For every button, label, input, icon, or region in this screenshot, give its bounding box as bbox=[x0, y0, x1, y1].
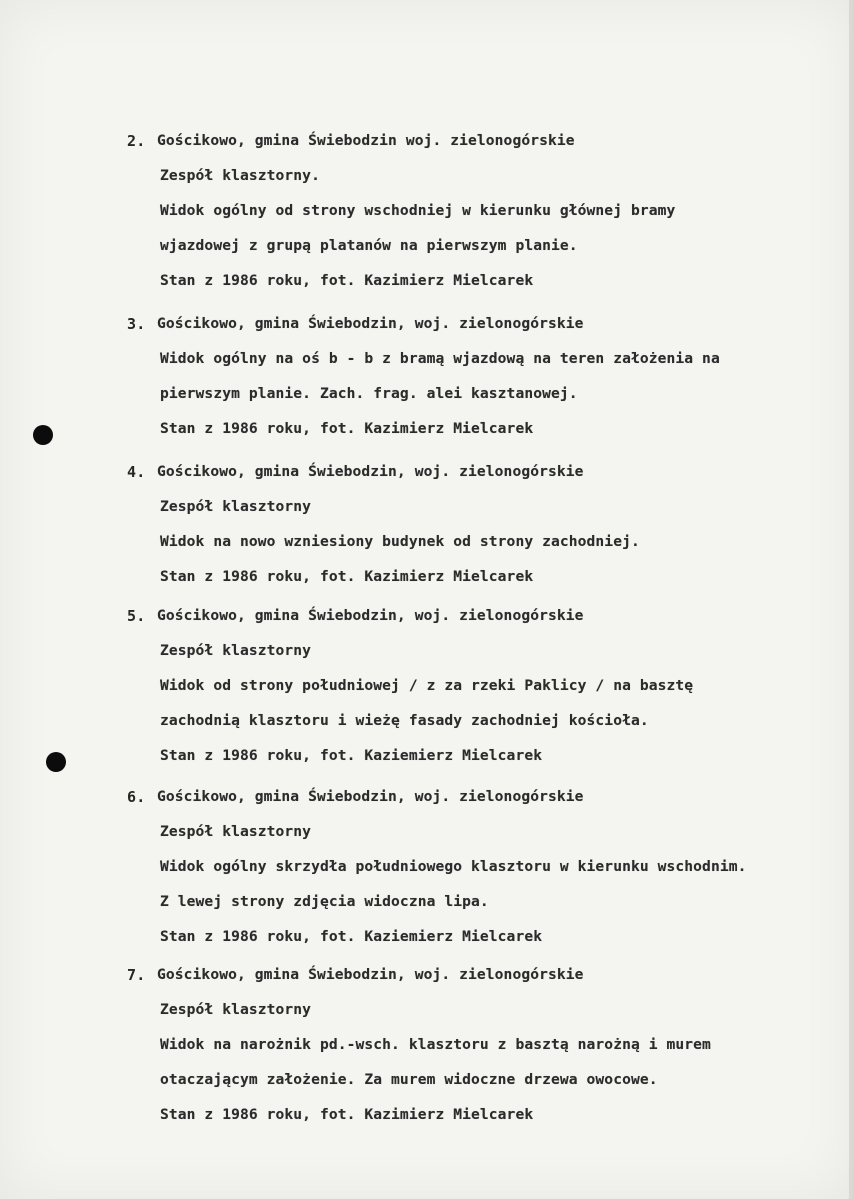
entry-location: Gościkowo, gmina Świebodzin, woj. zielonogórskie bbox=[157, 788, 584, 805]
entry-number: 5. bbox=[127, 607, 146, 625]
entry-line: otaczającym założenie. Za murem widoczne drzewa owocowe. bbox=[160, 1071, 658, 1088]
entry-line: Widok na narożnik pd.-wsch. klasztoru z basztą narożną i murem bbox=[160, 1036, 711, 1053]
entry-location: Gościkowo, gmina Świebodzin, woj. zielonogórskie bbox=[157, 607, 584, 624]
entry-location: Gościkowo, gmina Świebodzin, woj. zielonogórskie bbox=[157, 966, 584, 983]
entry-line: Widok ogólny skrzydła południowego klasztoru w kierunku wschodnim. bbox=[160, 858, 747, 875]
page-edge bbox=[849, 0, 853, 1199]
entry-line: Widok ogólny od strony wschodniej w kierunku głównej bramy bbox=[160, 202, 676, 219]
entry-line: Widok na nowo wzniesiony budynek od strony zachodniej. bbox=[160, 533, 640, 550]
entry-line: wjazdowej z grupą platanów na pierwszym planie. bbox=[160, 237, 578, 254]
entry-location: Gościkowo, gmina Świebodzin woj. zielonogórskie bbox=[157, 132, 575, 149]
entry-line: Stan z 1986 roku, fot. Kaziemierz Mielcarek bbox=[160, 928, 543, 945]
entry-number: 6. bbox=[127, 788, 146, 806]
entry-line: Zespół klasztorny bbox=[160, 642, 312, 659]
entry-number: 7. bbox=[127, 966, 146, 984]
entry-line: Stan z 1986 roku, fot. Kazimierz Mielcarek bbox=[160, 568, 534, 585]
punch-hole bbox=[33, 425, 53, 445]
entry-location: Gościkowo, gmina Świebodzin, woj. zielonogórskie bbox=[157, 463, 584, 480]
punch-hole bbox=[46, 752, 66, 772]
entry-line: pierwszym planie. Zach. frag. alei kasztanowej. bbox=[160, 385, 578, 402]
entry-line: Zespół klasztorny bbox=[160, 1001, 312, 1018]
entry-line: Zespół klasztorny bbox=[160, 498, 312, 515]
entry-line: Stan z 1986 roku, fot. Kazimierz Mielcarek bbox=[160, 1106, 534, 1123]
entry-number: 2. bbox=[127, 132, 146, 150]
entry-line: Z lewej strony zdjęcia widoczna lipa. bbox=[160, 893, 489, 910]
entry-number: 3. bbox=[127, 315, 146, 333]
entry-line: Zespół klasztorny bbox=[160, 823, 312, 840]
entry-location: Gościkowo, gmina Świebodzin, woj. zielonogórskie bbox=[157, 315, 584, 332]
entry-line: Zespół klasztorny. bbox=[160, 167, 320, 184]
entry-line: Stan z 1986 roku, fot. Kazimierz Mielcarek bbox=[160, 420, 534, 437]
entry-line: Stan z 1986 roku, fot. Kaziemierz Mielcarek bbox=[160, 747, 543, 764]
entry-line: Stan z 1986 roku, fot. Kazimierz Mielcarek bbox=[160, 272, 534, 289]
entry-line: zachodnią klasztoru i wieżę fasady zachodniej kościoła. bbox=[160, 712, 649, 729]
entry-number: 4. bbox=[127, 463, 146, 481]
entry-line: Widok od strony południowej / z za rzeki Paklicy / na basztę bbox=[160, 677, 694, 694]
entry-line: Widok ogólny na oś b - b z bramą wjazdową na teren założenia na bbox=[160, 350, 720, 367]
